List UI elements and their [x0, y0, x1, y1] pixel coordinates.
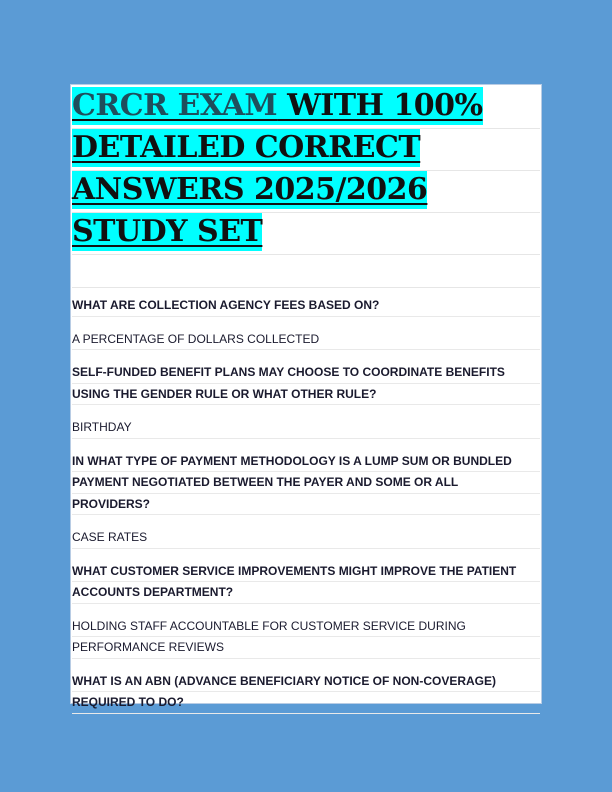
spacer — [72, 515, 540, 527]
title-line — [72, 213, 540, 255]
answer-item — [72, 417, 540, 439]
question-item — [72, 295, 540, 317]
question-line: IN WHAT TYPE OF PAYMENT METHODOLOGY IS A LUMP SUM OR BUNDLED — [72, 451, 540, 473]
title-exam-name: CRCR EXAM — [72, 88, 278, 123]
question-line: WHAT IS AN ABN (ADVANCE BENEFICIARY NOTICE OF NON-COVERAGE) — [72, 671, 540, 693]
question-line: PROVIDERS? — [72, 494, 540, 516]
question-line: REQUIRED TO DO? — [72, 692, 540, 714]
answer-line: PERFORMANCE REVIEWS — [72, 637, 540, 659]
title-text: ANSWERS 2025/2026 — [72, 172, 428, 207]
spacer — [72, 405, 540, 417]
spacer — [72, 350, 540, 362]
title-line — [72, 129, 540, 171]
question-item — [72, 561, 540, 604]
title-text: DETAILED CORRECT — [72, 130, 421, 165]
blank-row — [72, 255, 540, 288]
question-line: PAYMENT NEGOTIATED BETWEEN THE PAYER AND SOME OR ALL — [72, 472, 540, 494]
document-page — [70, 84, 542, 709]
spacer — [72, 439, 540, 451]
qa-list — [72, 295, 540, 714]
question-line: WHAT ARE COLLECTION AGENCY FEES BASED ON? — [72, 295, 540, 317]
question-item — [72, 451, 540, 516]
answer-line: CASE RATES — [72, 527, 540, 549]
question-line: ACCOUNTS DEPARTMENT? — [72, 582, 540, 604]
title-suffix: WITH 100% — [277, 88, 483, 123]
answer-line: HOLDING STAFF ACCOUNTABLE FOR CUSTOMER SERVICE DURING — [72, 616, 540, 638]
question-line: SELF-FUNDED BENEFIT PLANS MAY CHOOSE TO COORDINATE BENEFITS — [72, 362, 540, 384]
question-line: WHAT CUSTOMER SERVICE IMPROVEMENTS MIGHT IMPROVE THE PATIENT — [72, 561, 540, 583]
title-text: STUDY SET — [72, 214, 263, 249]
question-item — [72, 671, 540, 714]
title-text — [72, 87, 483, 125]
answer-item — [72, 329, 540, 351]
answer-line: BIRTHDAY — [72, 417, 540, 439]
answer-item — [72, 616, 540, 659]
document-title — [72, 87, 540, 255]
title-line — [72, 171, 540, 213]
spacer — [72, 549, 540, 561]
answer-item — [72, 527, 540, 549]
spacer — [72, 317, 540, 329]
answer-line: A PERCENTAGE OF DOLLARS COLLECTED — [72, 329, 540, 351]
title-line — [72, 87, 540, 129]
spacer — [72, 604, 540, 616]
question-line: USING THE GENDER RULE OR WHAT OTHER RULE? — [72, 384, 540, 406]
spacer — [72, 659, 540, 671]
question-item — [72, 362, 540, 405]
